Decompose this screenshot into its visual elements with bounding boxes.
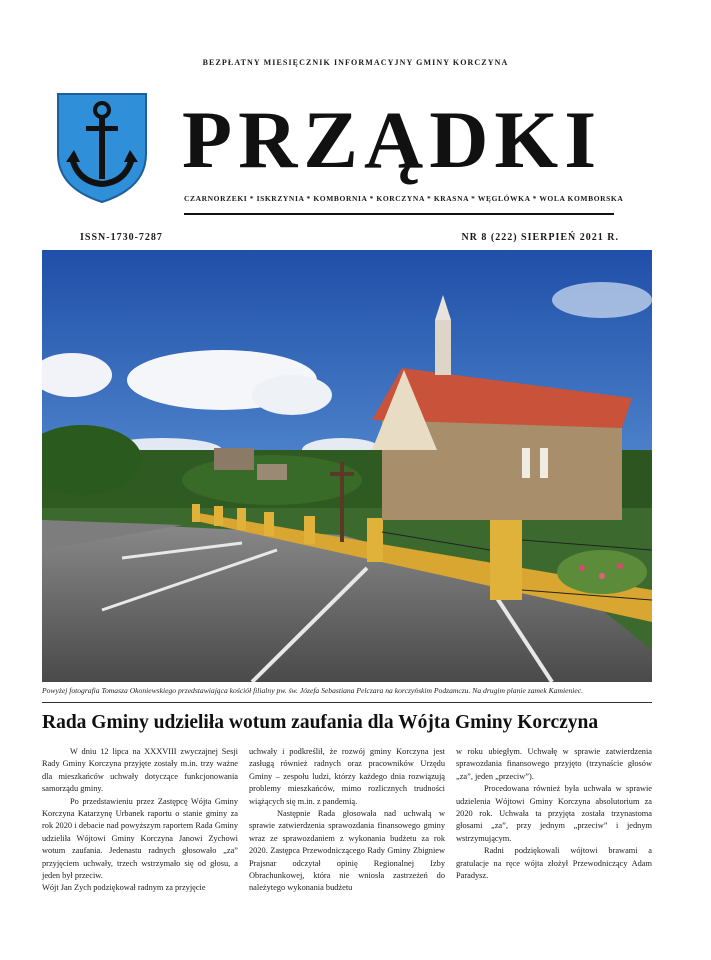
article-column-2 xyxy=(249,746,445,895)
tagline: BEZPŁATNY MIESIĘCZNIK INFORMACYJNY GMINY KORCZYNA xyxy=(202,58,509,67)
cover-photo xyxy=(42,250,652,682)
article-headline: Rada Gminy udzieliła wotum zaufania dla Wójta Gminy Korczyna xyxy=(42,712,599,733)
coat-of-arms-anchor-icon xyxy=(56,92,148,204)
paragraph: W dniu 12 lipca na XXXVIII zwyczajnej Sesji Rady Gminy Korczyna przyjęte zostały m.in. trzy ważne dla mieszkańców uchwały dotyczące funkcjonowania samorządu gminy. xyxy=(42,747,238,794)
caption-divider xyxy=(42,702,652,703)
photo-caption: Powyżej fotografia Tomasza Okoniewskiego przedstawiająca kościół filialny pw. św. Józefa Sebastiana Pelczara na korczyńskim Podzamczu. Na drugim planie zamek Kamieniec. xyxy=(42,686,584,695)
paragraph: w roku ubiegłym. Uchwałę w sprawie zatwierdzenia sprawozdania finansowego przyjęto (trzynaście głosów „za”, jeden „przeciw”). xyxy=(456,747,652,781)
issn-number: ISSN-1730-7287 xyxy=(80,232,163,243)
article-column-1 xyxy=(42,746,238,895)
masthead-title: PRZĄDKI xyxy=(182,94,603,185)
paragraph: Po przedstawieniu przez Zastępcę Wójta Gminy Korczyna Katarzynę Urbanek raportu o stanie gminy za rok 2020 i debacie nad powyższym raportem Rada Gminy udzieliła Wójtowi Gminy Korczyna Janowi Zychowi wotum zaufania. Jedenastu radnych głosowało „za” przyjęciem uchwały, trzech wstrzymało się od głosu, a jeden był przeciw. xyxy=(42,796,238,881)
paragraph: Wójt Jan Zych podziękował radnym za przyjęcie xyxy=(42,883,206,893)
article-column-3 xyxy=(456,746,652,882)
header-divider xyxy=(184,213,614,215)
paragraph: Radni podziękowali wójtowi brawami a gratulacje na ręce wójta złożył Przewodniczący Adam Paradysz. xyxy=(456,846,652,881)
paragraph: Następnie Rada głosowała nad uchwałą w sprawie zatwierdzenia sprawozdania finansowego gminy wraz ze sprawozdaniem z wykonania budżetu za rok 2020. Zastępca Przewodniczącego Rady Gminy Zbigniew Prajsnar odczytał opinię Regionalnej Izby Obrachunkowej, która nie wniosła zastrzeżeń do należytego wykonania budżetu xyxy=(249,809,445,893)
paragraph: uchwały i podkreślił, że rozwój gminy Korczyna jest zasługą również radnych oraz pracowników Urzędu Gminy – zespołu ludzi, którzy każdego dnia rozwiązują problemy mieszkańców, mimo rozlicznych trudności wiążących się m.in. z pandemią. xyxy=(249,747,445,806)
issue-number: NR 8 (222) SIERPIEŃ 2021 R. xyxy=(461,232,619,243)
paragraph: Procedowana również była uchwała w sprawie udzielenia Wójtowi Gminy Korczyna absolutorium za 2020 rok. Uchwała ta przyjęta została trzynastoma głosami „za”, przy jednym „przeciw” i jednym wstrzymującym. xyxy=(456,784,652,843)
village-list: CZARNORZEKI * ISKRZYNIA * KOMBORNIA * KORCZYNA * KRASNA * WĘGLÓWKA * WOLA KOMBORSKA xyxy=(184,194,624,203)
